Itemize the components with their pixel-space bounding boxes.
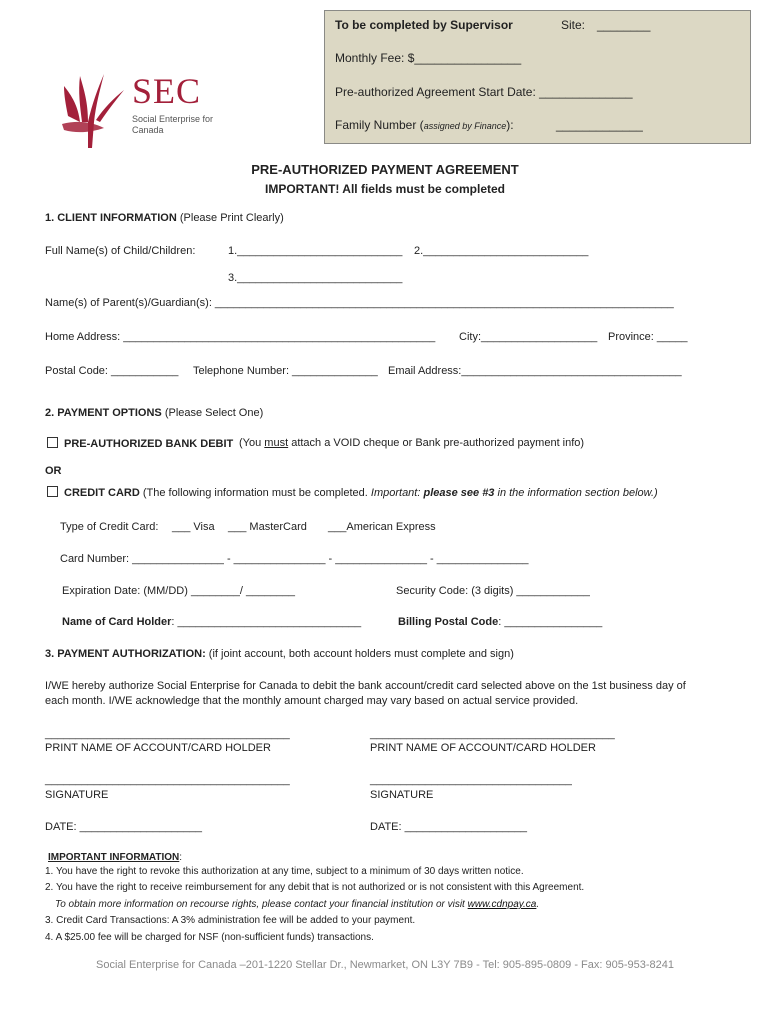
billing-label: Billing Postal Code (398, 616, 499, 628)
billing-line: : ________________ (498, 616, 603, 628)
cc-see: please see #3 (420, 487, 495, 499)
parents-field[interactable]: Name(s) of Parent(s)/Guardian(s): ___________________________________________________________________________ (45, 297, 674, 309)
child1-field[interactable]: 1.___________________________ (228, 245, 403, 257)
info-note-text: To obtain more information on recourse rights, please contact your financial institution or visit (55, 899, 468, 910)
site-label: Site: (561, 18, 586, 32)
logo-acronym: SEC (132, 71, 202, 111)
page-subtitle: IMPORTANT! All fields must be completed (264, 182, 506, 196)
family-number-note: assigned by Finance (423, 121, 507, 131)
or-divider: OR (45, 465, 62, 477)
logo-line2: Canada (132, 125, 164, 135)
cc-important: Important: (370, 487, 421, 499)
mastercard-option[interactable]: ___ MasterCard (228, 521, 307, 533)
bank-debit-label: PRE-AUTHORIZED BANK DEBIT (64, 438, 234, 450)
section2-heading (45, 407, 263, 419)
section1-heading (45, 212, 284, 224)
bank-debit-note (239, 437, 584, 449)
authorize-line1: I/WE hereby authorize Social Enterprise for Canada to debit the bank account/credit card selected above on the 1st business day of (45, 680, 686, 692)
authorize-line2: each month. I/WE acknowledge that the monthly amount charged may vary based on actual service provided. (45, 695, 579, 707)
info-heading-colon: : (179, 852, 183, 863)
security-code-field[interactable]: Security Code: (3 digits) ____________ (396, 585, 590, 597)
info-heading-text: IMPORTANT INFORMATION (48, 852, 180, 863)
supervisor-heading: To be completed by Supervisor (335, 18, 513, 32)
bank-note-b: attach a VOID cheque or Bank pre-authorized payment info) (288, 437, 585, 449)
billing-postal-field[interactable] (398, 616, 602, 628)
logo-line1: Social Enterprise for (132, 114, 214, 124)
family-number-field[interactable]: _____________ (556, 118, 643, 132)
signature-label-left: SIGNATURE (45, 789, 109, 801)
cc-rest: in the information section below.) (494, 487, 658, 499)
info-note-end: . (536, 899, 540, 910)
family-number-label (335, 118, 514, 132)
section3-note: (if joint account, both account holders must complete and sign) (205, 648, 514, 660)
print-name-line-left[interactable]: ________________________________________ (45, 728, 290, 740)
visa-option[interactable]: ___ Visa (172, 521, 215, 533)
page-title: PRE-AUTHORIZED PAYMENT AGREEMENT (251, 162, 519, 177)
sec-logo (58, 71, 214, 148)
expiration-field[interactable]: Expiration Date: (MM/DD) ________/ ________ (62, 585, 295, 597)
info-item-2-note (55, 899, 539, 910)
section2-note: (Please Select One) (161, 407, 264, 419)
home-address-field[interactable]: Home Address: ___________________________________________________ (45, 331, 436, 343)
card-number-field[interactable]: Card Number: _______________ - _______________ - _______________ - _______________ (60, 553, 529, 565)
date-field-right[interactable]: DATE: ____________________ (370, 821, 527, 833)
site-field[interactable]: ________ (597, 18, 651, 32)
print-name-label-left: PRINT NAME OF ACCOUNT/CARD HOLDER (45, 742, 271, 754)
card-holder-label: Name of Card Holder (62, 616, 172, 628)
credit-card-option[interactable] (47, 486, 658, 499)
city-field[interactable]: City:___________________ (459, 331, 598, 343)
telephone-field[interactable]: Telephone Number: ______________ (193, 365, 378, 377)
credit-card-checkbox[interactable] (47, 486, 58, 497)
signature-line-right[interactable]: _________________________________ (370, 774, 572, 786)
info-item-2: 2. You have the right to receive reimbursement for any debit that is not authorized or is not consistent with this Agreement. (45, 882, 585, 893)
info-item-4: 4. A $25.00 fee will be charged for NSF (non-sufficient funds) transactions. (45, 932, 374, 943)
bank-note-a: (You (239, 437, 265, 449)
section2-title: . PAYMENT OPTIONS (51, 407, 162, 419)
bank-debit-checkbox[interactable] (47, 437, 58, 448)
section1-number: 1 (45, 212, 52, 224)
family-number-close: ): (506, 118, 514, 132)
cc-note: (The following information must be completed. (139, 487, 371, 499)
section3-number: 3 (45, 648, 52, 660)
credit-card-label: CREDIT CARD (64, 487, 140, 499)
date-field-left[interactable]: DATE: ____________________ (45, 821, 202, 833)
amex-option[interactable]: ___American Express (328, 521, 436, 533)
family-number-text: Family Number ( (335, 118, 424, 132)
start-date-field[interactable]: Pre-authorized Agreement Start Date: ______________ (335, 85, 633, 99)
section2-number: 2 (45, 407, 52, 419)
signature-line-left[interactable]: ________________________________________ (45, 774, 290, 786)
print-name-label-right: PRINT NAME OF ACCOUNT/CARD HOLDER (370, 742, 596, 754)
card-type-label: Type of Credit Card: (60, 521, 159, 533)
footer-contact: Social Enterprise for Canada –201-1220 Stellar Dr., Newmarket, ON L3Y 7B9 - Tel: 905-895-0809 - Fax: 905-953-8241 (95, 959, 675, 971)
info-item-1: 1. You have the right to revoke this authorization at any time, subject to a minimum of 30 days written notice. (45, 866, 524, 877)
monthly-fee-field[interactable]: Monthly Fee: $________________ (335, 51, 522, 65)
section1-title: . CLIENT INFORMATION (51, 212, 177, 224)
signature-label-right: SIGNATURE (370, 789, 434, 801)
cdnpay-link[interactable]: www.cdnpay.ca (467, 899, 537, 910)
postal-code-field[interactable]: Postal Code: ___________ (45, 365, 179, 377)
bank-note-must: must (264, 437, 289, 449)
print-name-line-right[interactable]: ________________________________________ (370, 728, 615, 740)
province-field[interactable]: Province: _____ (608, 331, 688, 343)
info-item-3: 3. Credit Card Transactions: A 3% administration fee will be added to your payment. (45, 915, 416, 926)
card-holder-line: : ______________________________ (171, 616, 362, 628)
card-holder-field[interactable] (62, 616, 361, 628)
section1-note: (Please Print Clearly) (176, 212, 284, 224)
email-field[interactable]: Email Address:____________________________________ (388, 365, 682, 377)
child2-field[interactable]: 2.___________________________ (414, 245, 589, 257)
section3-heading (45, 648, 514, 660)
section3-title: . PAYMENT AUTHORIZATION: (51, 648, 206, 660)
bank-debit-option[interactable] (47, 437, 233, 450)
children-label: Full Name(s) of Child/Children: (45, 245, 196, 257)
child3-field[interactable]: 3.___________________________ (228, 272, 403, 284)
info-heading (48, 852, 182, 863)
